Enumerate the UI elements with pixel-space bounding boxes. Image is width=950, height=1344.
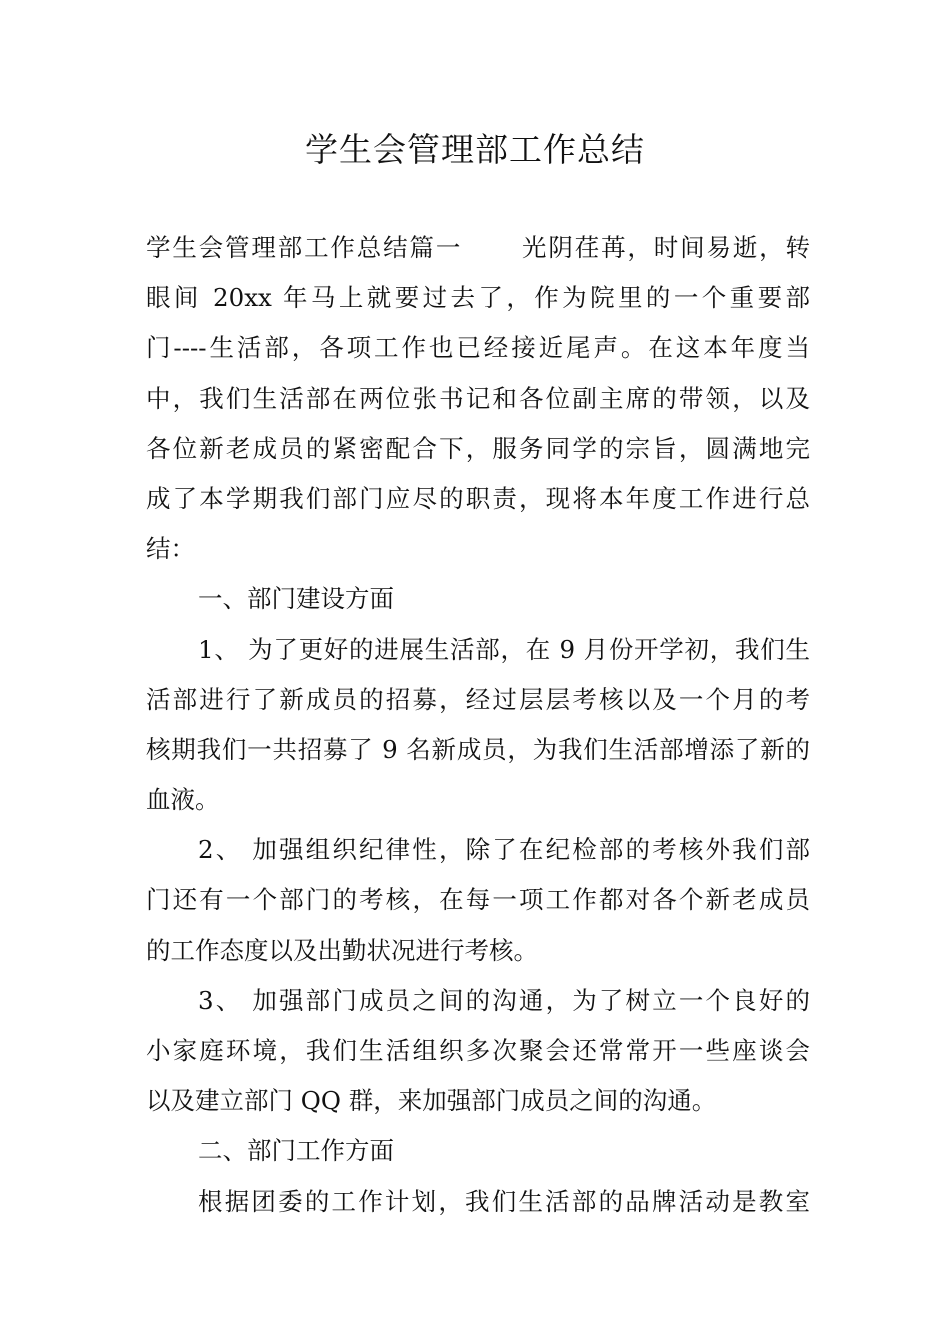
paragraph-line: 中，我们生活部在两位张书记和各位副主席的带领，以及 <box>146 383 810 413</box>
paragraph-line: 各位新老成员的紧密配合下，服务同学的宗旨，圆满地完 <box>146 433 810 463</box>
paragraph-line <box>146 223 810 273</box>
paragraph-line: 活部进行了新成员的招募，经过层层考核以及一个月的考 <box>146 684 810 714</box>
list-item-line: 3、 加强部门成员之间的沟通，为了树立一个良好的 <box>198 985 810 1015</box>
list-item-line: 2、 加强组织纪律性，除了在纪检部的考核外我们部 <box>198 835 810 865</box>
paragraph-line: 门还有一个部门的考核，在每一项工作都对各个新老成员 <box>146 885 810 915</box>
section-heading: 一、部门建设方面 <box>198 584 394 614</box>
paragraph-line: 的工作态度以及出勤状况进行考核。 <box>146 935 538 965</box>
paragraph-line: 成了本学期我们部门应尽的职责，现将本年度工作进行总 <box>146 483 810 513</box>
paragraph-line: 血液。 <box>146 785 220 815</box>
paragraph-line: 小家庭环境，我们生活组织多次聚会还常常开一些座谈会 <box>146 1036 810 1065</box>
paragraph-line: 根据团委的工作计划，我们生活部的品牌活动是教室 <box>198 1186 810 1216</box>
document-body <box>146 223 810 1227</box>
paragraph-text: 光阴荏苒，时间易逝，转 <box>520 233 811 262</box>
paragraph-line: 结： <box>146 534 195 564</box>
paragraph-line: 以及建立部门 QQ 群，来加强部门成员之间的沟通。 <box>146 1086 717 1116</box>
section-heading-inline: 学生会管理部工作总结篇一 <box>146 233 463 262</box>
paragraph-line: 门----生活部，各项工作也已经接近尾声。在这本年度当 <box>146 333 810 363</box>
document-title: 学生会管理部工作总结 <box>305 130 645 169</box>
paragraph-line: 核期我们一共招募了 9 名新成员，为我们生活部增添了新的 <box>146 734 810 764</box>
paragraph-line: 眼间 20xx 年马上就要过去了，作为院里的一个重要部 <box>146 283 810 313</box>
section-heading: 二、部门工作方面 <box>198 1136 394 1166</box>
list-item-line: 1、 为了更好的进展生活部，在 9 月份开学初，我们生 <box>198 634 810 664</box>
